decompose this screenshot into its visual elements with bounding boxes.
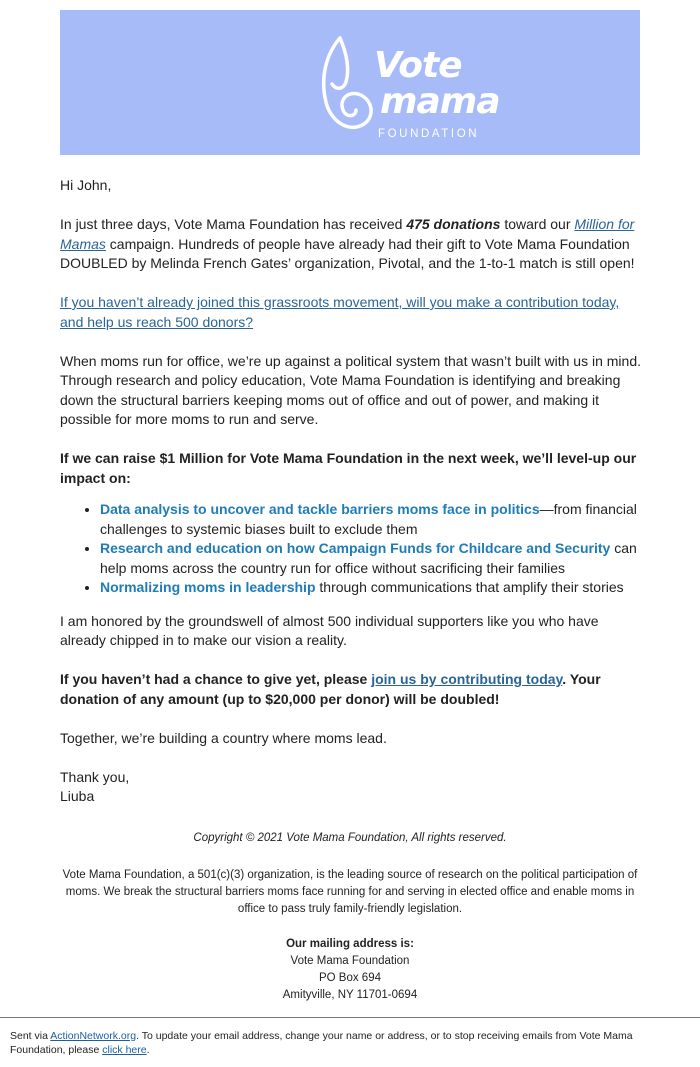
paragraph-mission: When moms run for office, we’re up against a political system that wasn’t built with us in mind. Through research and policy education, Vote Mama Foundation is identifying and breaking down the structural barriers keeping moms out of office and out of power, and making it possible for more moms to run and serve.: [60, 352, 641, 427]
mailing-address: [0, 936, 700, 1004]
donation-count: 475 donations: [406, 216, 501, 232]
paragraph-donations: [60, 215, 644, 274]
signoff: Thank you,: [60, 768, 130, 785]
mama-swirl-logo-icon: [310, 32, 380, 142]
join-us-link[interactable]: join us by contributing today: [371, 671, 563, 687]
p1-text-middle: toward our: [500, 216, 575, 232]
bullet-bold: Normalizing moms in leadership: [100, 579, 316, 595]
list-item: [100, 539, 644, 578]
million-for-mamas-link[interactable]: Million for Mamas: [60, 216, 635, 252]
click-here-link[interactable]: click here: [102, 1044, 147, 1056]
address-label: Our mailing address is:: [286, 938, 414, 950]
greeting: Hi John,: [60, 177, 112, 193]
p1-text-after: campaign. Hundreds of people have already had their gift to Vote Mama Foundation DOUBLED by Melinda French Gates’ organization, Pivotal, and the 1-to-1 match is still open!: [60, 235, 635, 271]
list-item: [100, 578, 644, 598]
email-body: [60, 176, 644, 807]
bullet-bold: Data analysis to uncover and tackle barriers moms face in politics: [100, 501, 540, 517]
bullet-rest: through communications that amplify their stories: [315, 579, 624, 595]
paragraph-contribute: [60, 293, 644, 332]
paragraph-supporters: I am honored by the groundswell of almost 500 individual supporters like you who have already chipped in to make our vision a reality.: [60, 612, 599, 648]
impact-list: [60, 500, 644, 598]
p6-text-after: . Your donation of any amount (up to $20,000 per donor) will be doubled!: [60, 671, 601, 707]
bullet-bold: Research and education on how Campaign Funds for Childcare and Security: [100, 540, 611, 556]
p6-text-before: If you haven’t had a chance to give yet, please: [60, 671, 372, 687]
period-text: .: [146, 1044, 150, 1056]
address-line: Vote Mama Foundation: [290, 955, 410, 967]
signature: Liuba: [60, 788, 95, 804]
update-email-text: . To update your email address, change your name or address, or to stop receiving emails from Vote Mama Foundation, please: [10, 1030, 633, 1056]
actionnetwork-link[interactable]: ActionNetwork.org: [50, 1030, 137, 1042]
p1-text-before: In just three days, Vote Mama Foundation has received: [60, 216, 407, 232]
about-text: Vote Mama Foundation, a 501(c)(3) organization, is the leading source of research on the political participation of moms. We break the structural barriers moms face running for and serving in elected office and enable moms in office to pass truly family-friendly legislation.: [62, 869, 638, 915]
goal-bold-text: If we can raise $1 Million for Vote Mama Foundation in the next week, we’ll level-up our impact on:: [60, 450, 637, 486]
copyright-text: Copyright © 2021 Vote Mama Foundation, All rights reserved.: [193, 832, 507, 844]
paragraph-together: Together, we’re building a country where moms lead.: [60, 729, 387, 746]
bullet-rest: —from financial challenges to systemic biases built to exclude them: [100, 501, 637, 537]
paragraph-goal: [60, 449, 644, 488]
address-line: PO Box 694: [318, 972, 381, 984]
header-banner: [60, 10, 640, 155]
sent-via-text: Sent via: [10, 1030, 51, 1042]
contribute-today-link[interactable]: If you haven’t already joined this grassroots movement, will you make a contribution today, and help us reach 500 donors?: [60, 294, 620, 330]
logo-word-mama: mama: [380, 81, 500, 122]
bullet-rest: can help moms across the country run for office without sacrificing their families: [100, 540, 637, 576]
unsubscribe-note: [10, 1029, 690, 1057]
footer-divider: [0, 1017, 700, 1018]
address-line: Amityville, NY 11701-0694: [282, 989, 418, 1001]
paragraph-give: [60, 670, 644, 709]
list-item: [100, 500, 644, 539]
logo-foundation-text: FOUNDATION: [378, 128, 480, 140]
logo-word-vote: Vote: [374, 45, 462, 86]
